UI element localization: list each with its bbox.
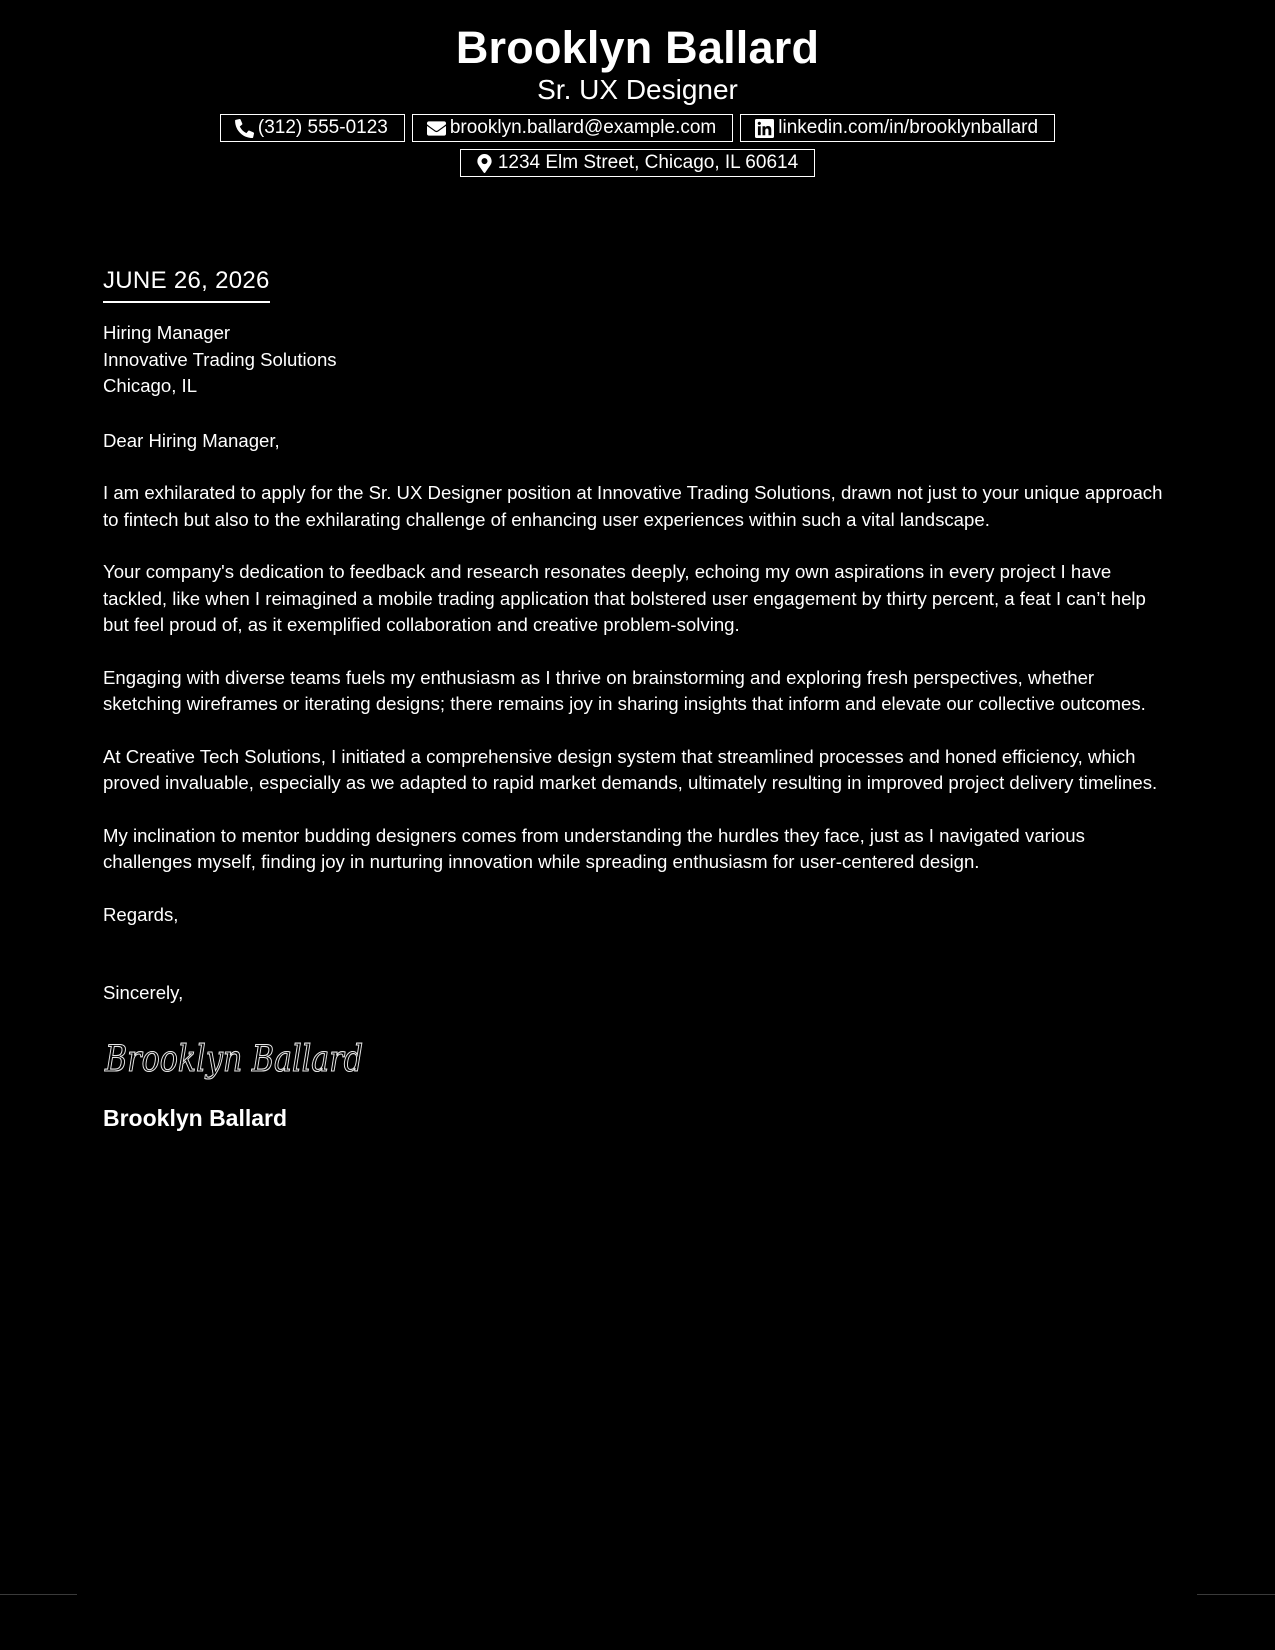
linkedin-contact[interactable] xyxy=(740,114,1055,142)
paragraph-4: At Creative Tech Solutions, I initiated a comprehensive design system that streamlined processes and honed efficiency, which proved invaluable, especially as we adapted to rapid market demands, ultimately resulting in improved project delivery timelines. xyxy=(103,745,1158,793)
regards-closing: Regards, xyxy=(103,903,179,925)
handwritten-signature xyxy=(103,1035,1173,1083)
applicant-name: Brooklyn Ballard xyxy=(455,22,820,73)
salutation: Dear Hiring Manager, xyxy=(103,429,280,451)
signed-name: Brooklyn Ballard xyxy=(103,1104,288,1131)
address-contact[interactable] xyxy=(460,149,815,177)
paragraph-1: I am exhilarated to apply for the Sr. UX Designer position at Innovative Trading Solutions, drawn not just to your unique approach to fintech but also to the exhilarating challenge of enhancing user experiences within such a vital landscape. xyxy=(103,482,1163,530)
footer-divider-left xyxy=(0,1594,77,1595)
email-text: brooklyn.ballard@example.com xyxy=(449,117,717,138)
phone-text: (312) 555-0123 xyxy=(257,117,388,138)
recipient-block xyxy=(103,320,1173,400)
phone-contact[interactable] xyxy=(220,114,405,142)
paragraph-5: My inclination to mentor budding designers comes from understanding the hurdles they face, just as I navigated various challenges myself, finding joy in nurturing innovation while spreading enthusiasm for user-centered design. xyxy=(103,824,1085,872)
map-marker-icon xyxy=(475,154,494,173)
envelope-icon xyxy=(427,119,446,138)
letter-date: JUNE 26, 2026 xyxy=(103,266,270,303)
address-text: 1234 Elm Street, Chicago, IL 60614 xyxy=(497,152,799,173)
linkedin-text: linkedin.com/in/brooklynballard xyxy=(778,117,1039,138)
cover-letter-body xyxy=(103,266,1173,1133)
resume-header xyxy=(0,22,1275,177)
paragraph-3: Engaging with diverse teams fuels my enthusiasm as I thrive on brainstorming and exploring fresh perspectives, whether sketching wireframes or iterating designs; there remains joy in sharing insights that inform and elevate our collective outcomes. xyxy=(103,666,1146,714)
signature-script: Brooklyn Ballard xyxy=(104,1038,363,1080)
signature-image xyxy=(103,1035,373,1083)
linkedin-icon xyxy=(755,119,774,138)
contact-row-secondary xyxy=(0,149,1275,177)
paragraph-2: Your company's dedication to feedback and research resonates deeply, echoing my own aspirations in every project I have tackled, like when I reimagined a mobile trading application that bolstered user engagement by thirty percent, a feat I can’t help but feel proud of, as it exemplified collaboration and creative problem-solving. xyxy=(103,561,1146,635)
applicant-title: Sr. UX Designer xyxy=(537,74,738,105)
recipient-company: Innovative Trading Solutions xyxy=(103,348,337,370)
recipient-title: Hiring Manager xyxy=(103,322,231,343)
phone-icon xyxy=(235,119,254,138)
footer-divider-right xyxy=(1197,1594,1275,1595)
recipient-location: Chicago, IL xyxy=(103,375,198,396)
sincerely-closing: Sincerely, xyxy=(103,982,184,1003)
email-contact[interactable] xyxy=(412,114,733,142)
contact-row-primary xyxy=(0,114,1275,142)
